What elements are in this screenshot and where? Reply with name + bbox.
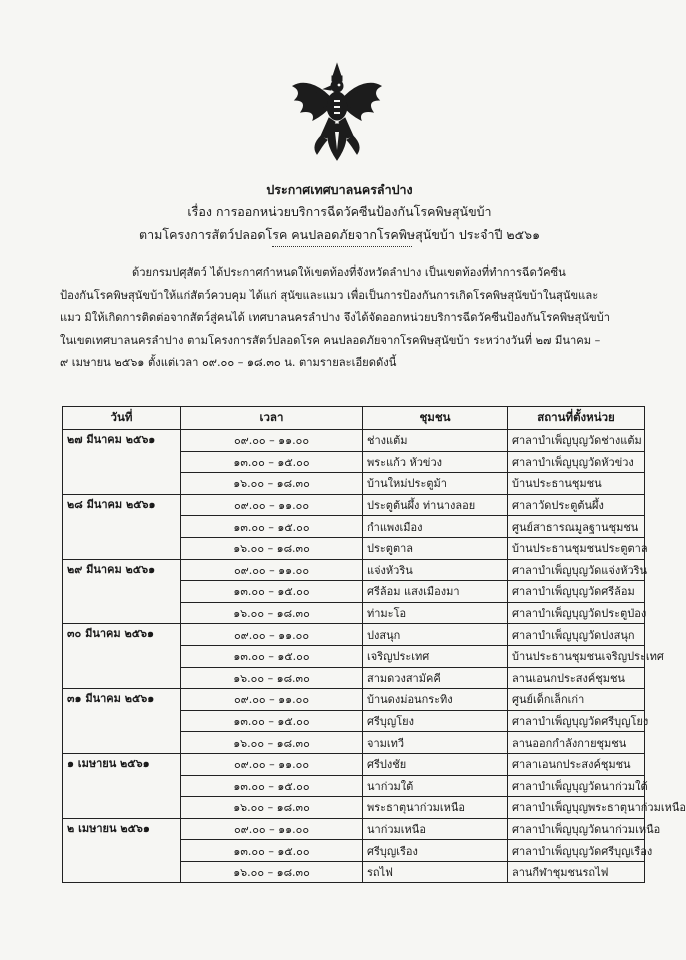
body-line: แมว มิให้เกิดการติดต่อจากสัตว์สู่คนได้ เทศบาลนครลำปาง จึงได้จัดออกหน่วยบริการฉีดวัคซีนป้องกันโรคพิษสุนัขบ้า	[60, 311, 611, 325]
announcement-project: ตามโครงการสัตว์ปลอดโรค คนปลอดภัยจากโรคพิษสุนัขบ้า ประจำปี ๒๕๖๑	[138, 227, 541, 242]
schedule-community: นาก่วมใต้	[363, 775, 508, 797]
schedule-location: บ้านประธานชุมชนประตูตาล	[508, 537, 645, 559]
schedule-time: ๑๓.๐๐ – ๑๕.๐๐	[181, 645, 363, 667]
schedule-community: พระธาตุนาก่วมเหนือ	[363, 797, 508, 819]
schedule-time: ๐๙.๐๐ – ๑๑.๐๐	[181, 559, 363, 581]
schedule-time: ๑๖.๐๐ – ๑๘.๓๐	[181, 473, 363, 495]
schedule-location: ศูนย์เด็กเล็กเก่า	[508, 689, 645, 711]
schedule-time: ๑๖.๐๐ – ๑๘.๓๐	[181, 537, 363, 559]
schedule-community: ประตูตาล	[363, 537, 508, 559]
schedule-date: ๑ เมษายน ๒๕๖๑	[63, 753, 181, 818]
header-time: เวลา	[181, 407, 363, 430]
schedule-community: พระแก้ว หัวข่วง	[363, 451, 508, 473]
schedule-time: ๐๙.๐๐ – ๑๑.๐๐	[181, 430, 363, 452]
schedule-location: ลานกีฬาชุมชนรถไฟ	[508, 861, 645, 883]
schedule-time: ๑๖.๐๐ – ๑๘.๓๐	[181, 861, 363, 883]
schedule-location: บ้านประธานชุมชนเจริญประเทศ	[508, 645, 645, 667]
schedule-date: ๒๙ มีนาคม ๒๕๖๑	[63, 559, 181, 624]
schedule-location: ศูนย์สาธารณมูลฐานชุมชน	[508, 516, 645, 538]
schedule-location: ศาลาบำเพ็ญบุญพระธาตุนาก่วมเหนือ	[508, 797, 645, 819]
schedule-location: ศาลาบำเพ็ญบุญวัดนาก่วมเหนือ	[508, 818, 645, 840]
body-line: ด้วยกรมปศุสัตว์ ได้ประกาศกำหนดให้เขตท้องที่จังหวัดลำปาง เป็นเขตท้องที่ทำการฉีดวัคซีน	[132, 266, 566, 279]
schedule-community: ศรีบุญเรือง	[363, 840, 508, 862]
body-line: ๙ เมษายน ๒๕๖๑ ตั้งแต่เวลา ๐๙.๐๐ – ๑๘.๓๐ น. ตามรายละเอียดดังนี้	[60, 356, 397, 370]
schedule-location: ศาลาเอนกประสงค์ชุมชน	[508, 753, 645, 775]
schedule-date: ๒๘ มีนาคม ๒๕๖๑	[63, 494, 181, 559]
schedule-community: จามเทวี	[363, 732, 508, 754]
schedule-date: ๓๑ มีนาคม ๒๕๖๑	[63, 689, 181, 754]
schedule-community: บ้านใหม่ประตูม้า	[363, 473, 508, 495]
header-community: ชุมชน	[363, 407, 508, 430]
schedule-location: ศาลาบำเพ็ญบุญวัดช่างแต้ม	[508, 430, 645, 452]
schedule-time: ๐๙.๐๐ – ๑๑.๐๐	[181, 624, 363, 646]
table-row	[63, 624, 645, 646]
schedule-time: ๐๙.๐๐ – ๑๑.๐๐	[181, 494, 363, 516]
schedule-location: ศาลาบำเพ็ญบุญวัดศรีล้อม	[508, 581, 645, 603]
schedule-community: บ้านดงม่อนกระทิง	[363, 689, 508, 711]
table-header-row	[63, 407, 645, 430]
schedule-date: ๒ เมษายน ๒๕๖๑	[63, 818, 181, 883]
schedule-community: ประตูต้นผึ้ง ท่านางลอย	[363, 494, 508, 516]
table-row	[63, 430, 645, 452]
schedule-time: ๑๖.๐๐ – ๑๘.๓๐	[181, 732, 363, 754]
schedule-location: ศาลาบำเพ็ญบุญวัดประตูป่อง	[508, 602, 645, 624]
schedule-community: ศรีบุญโยง	[363, 710, 508, 732]
body-line: ในเขตเทศบาลนครลำปาง ตามโครงการสัตว์ปลอดโรค คนปลอดภัยจากโรคพิษสุนัขบ้า ระหว่างวันที่ ๒๗ มีนาคม –	[60, 333, 601, 347]
table-row	[63, 753, 645, 775]
schedule-community: ปงสนุก	[363, 624, 508, 646]
announcement-subject: เรื่อง การออกหน่วยบริการฉีดวัคซีนป้องกันโรคพิษสุนัขบ้า	[187, 204, 492, 219]
header-date: วันที่	[63, 407, 181, 430]
schedule-location: ศาลาวัดประตูต้นผึ้ง	[508, 494, 645, 516]
schedule-time: ๐๙.๐๐ – ๑๑.๐๐	[181, 753, 363, 775]
schedule-community: ช่างแต้ม	[363, 430, 508, 452]
announcement-title: ประกาศเทศบาลนครลำปาง	[266, 182, 413, 197]
table-row	[63, 494, 645, 516]
schedule-location: ศาลาบำเพ็ญบุญวัดแจ่งหัวริน	[508, 559, 645, 581]
announcement-body	[60, 262, 640, 375]
schedule-community: สามดวงสามัคคี	[363, 667, 508, 689]
schedule-community: ศรีล้อม แสงเมืองมา	[363, 581, 508, 603]
schedule-time: ๐๙.๐๐ – ๑๑.๐๐	[181, 689, 363, 711]
vaccination-schedule-table	[62, 406, 686, 883]
schedule-time: ๑๖.๐๐ – ๑๘.๓๐	[181, 667, 363, 689]
schedule-community: ศรีปงชัย	[363, 753, 508, 775]
schedule-community: ท่ามะโอ	[363, 602, 508, 624]
schedule-location: ศาลาบำเพ็ญบุญวัดหัวข่วง	[508, 451, 645, 473]
schedule-location: ลานเอนกประสงค์ชุมชน	[508, 667, 645, 689]
table-row	[63, 689, 645, 711]
schedule-date: ๒๗ มีนาคม ๒๕๖๑	[63, 430, 181, 495]
schedule-location: ศาลาบำเพ็ญบุญวัดนาก่วมใต้	[508, 775, 645, 797]
schedule-location: ศาลาบำเพ็ญบุญวัดปงสนุก	[508, 624, 645, 646]
schedule-location: ศาลาบำเพ็ญบุญวัดศรีบุญโยง	[508, 710, 645, 732]
table-row	[63, 818, 645, 840]
schedule-time: ๑๓.๐๐ – ๑๕.๐๐	[181, 516, 363, 538]
schedule-time: ๑๓.๐๐ – ๑๕.๐๐	[181, 775, 363, 797]
schedule-time: ๐๙.๐๐ – ๑๑.๐๐	[181, 818, 363, 840]
schedule-community: นาก่วมเหนือ	[363, 818, 508, 840]
header-location: สถานที่ตั้งหน่วย	[508, 407, 645, 430]
schedule-location: บ้านประธานชุมชน	[508, 473, 645, 495]
schedule-time: ๑๓.๐๐ – ๑๕.๐๐	[181, 581, 363, 603]
schedule-time: ๑๓.๐๐ – ๑๕.๐๐	[181, 451, 363, 473]
schedule-time: ๑๖.๐๐ – ๑๘.๓๐	[181, 797, 363, 819]
schedule-date: ๓๐ มีนาคม ๒๕๖๑	[63, 624, 181, 689]
schedule-community: รถไฟ	[363, 861, 508, 883]
schedule-location: ศาลาบำเพ็ญบุญวัดศรีบุญเรือง	[508, 840, 645, 862]
schedule-community: เจริญประเทศ	[363, 645, 508, 667]
garuda-emblem-icon	[291, 62, 383, 162]
schedule-body	[63, 430, 686, 883]
schedule-community: กำแพงเมือง	[363, 516, 508, 538]
schedule-community: แจ่งหัวริน	[363, 559, 508, 581]
schedule-time: ๑๓.๐๐ – ๑๕.๐๐	[181, 840, 363, 862]
schedule-time: ๑๓.๐๐ – ๑๕.๐๐	[181, 710, 363, 732]
dotted-divider	[272, 246, 412, 247]
schedule-location: ลานออกกำลังกายชุมชน	[508, 732, 645, 754]
schedule-time: ๑๖.๐๐ – ๑๘.๓๐	[181, 602, 363, 624]
body-line: ป้องกันโรคพิษสุนัขบ้าให้แก่สัตว์ควบคุม ได้แก่ สุนัขและแมว เพื่อเป็นการป้องกันการเกิดโรคพิษสุนัขบ้าในสุนัขและ	[60, 288, 599, 302]
table-row	[63, 559, 645, 581]
